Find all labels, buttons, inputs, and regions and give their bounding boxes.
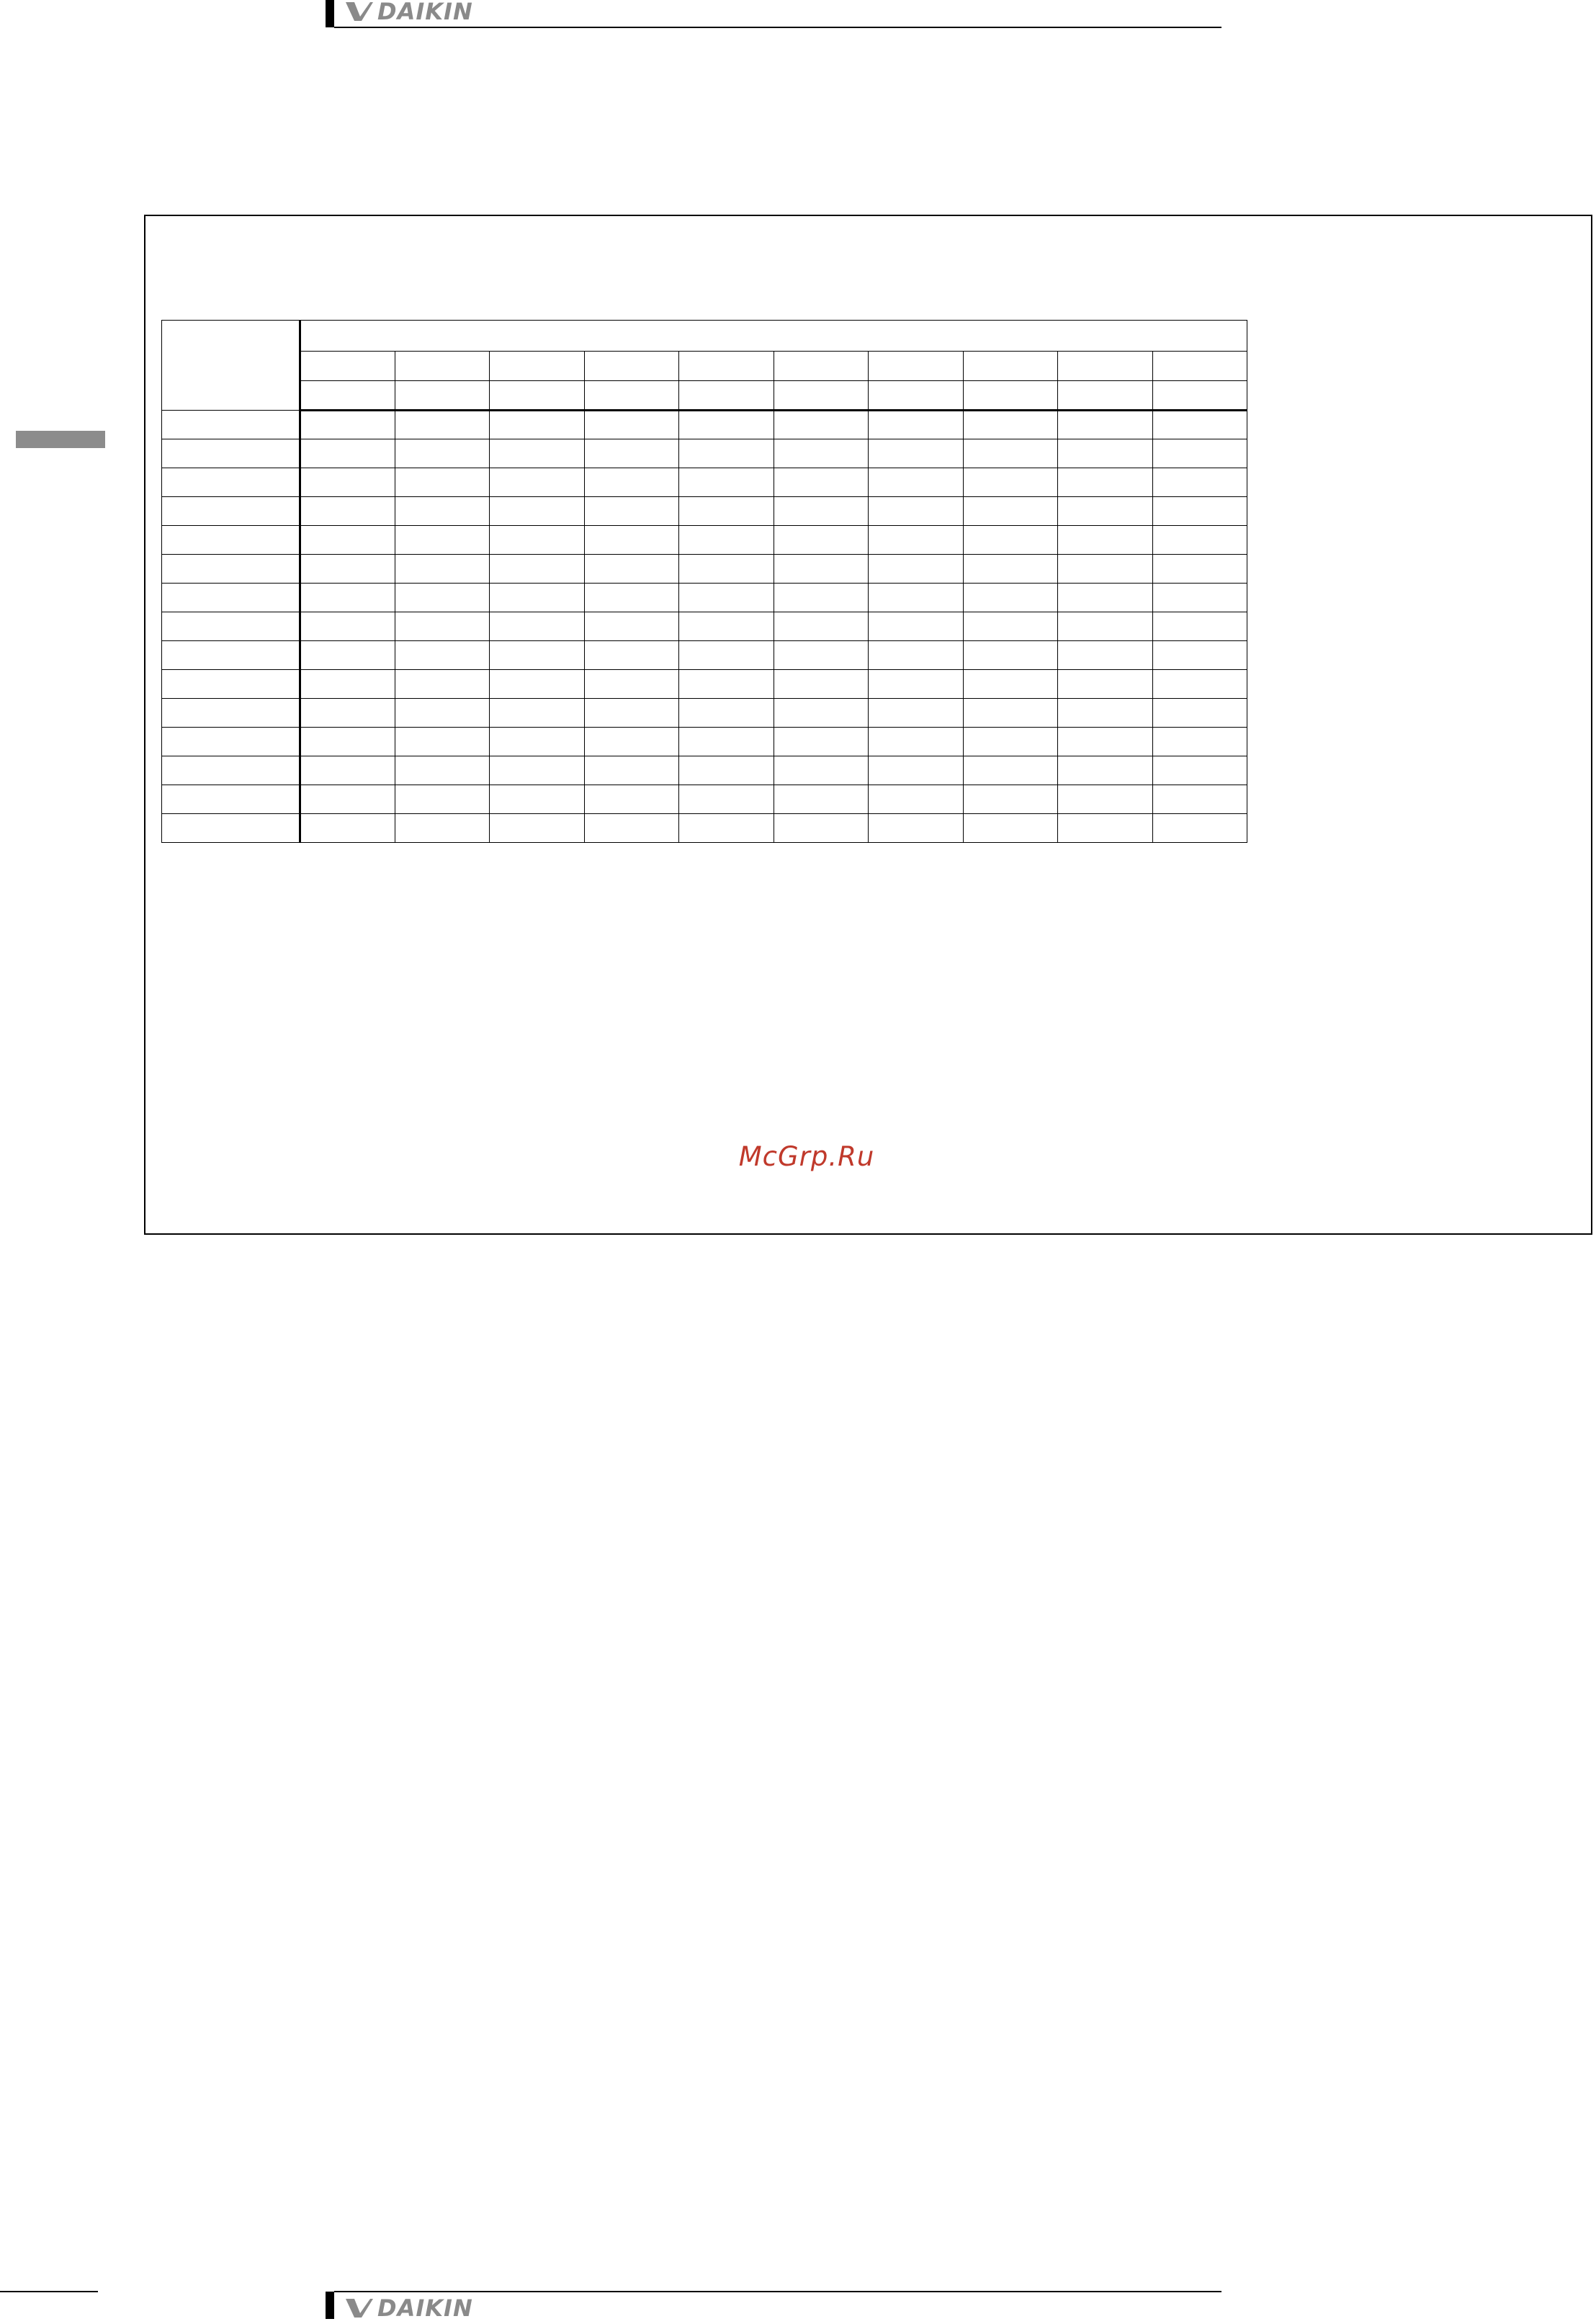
table-cell <box>1152 670 1247 699</box>
table-cell <box>584 699 679 728</box>
table-cell <box>774 756 869 785</box>
table-cell <box>679 439 774 468</box>
watermark-text: McGrp.Ru <box>738 1141 875 1172</box>
table-row-label-cell <box>162 785 300 814</box>
table-unit-cell <box>774 381 869 411</box>
table-cell <box>869 641 964 670</box>
table-cell <box>679 670 774 699</box>
table-row <box>162 612 1247 641</box>
table-cell <box>774 584 869 612</box>
table-cell <box>774 439 869 468</box>
table-cell <box>395 728 490 756</box>
table-row-label-cell <box>162 555 300 584</box>
table-cell <box>584 756 679 785</box>
table-cell <box>869 699 964 728</box>
table-cell <box>1058 728 1153 756</box>
table-cell <box>963 584 1058 612</box>
table-row-label-cell <box>162 497 300 526</box>
table-cell <box>1152 728 1247 756</box>
table-cell <box>963 699 1058 728</box>
table-cell <box>1058 411 1153 439</box>
table-cell <box>584 526 679 555</box>
table-row-label-cell <box>162 670 300 699</box>
table-cell <box>490 411 585 439</box>
table-cell <box>869 526 964 555</box>
table-cell <box>869 756 964 785</box>
table-cell <box>774 612 869 641</box>
table-cell <box>490 670 585 699</box>
table-cell <box>490 728 585 756</box>
table-unit-cell <box>869 381 964 411</box>
table-cell <box>584 670 679 699</box>
table-row <box>162 468 1247 497</box>
table-cell <box>1152 785 1247 814</box>
table-cell <box>300 612 395 641</box>
table-cell <box>869 411 964 439</box>
table-cell <box>300 756 395 785</box>
table-cell <box>869 555 964 584</box>
table-cell <box>1058 785 1153 814</box>
table-cell <box>774 699 869 728</box>
table-cell <box>1058 641 1153 670</box>
table-cell <box>963 814 1058 843</box>
table-cell <box>869 584 964 612</box>
table-cell <box>490 756 585 785</box>
table-cell <box>490 555 585 584</box>
table-cell <box>300 439 395 468</box>
table-cell <box>679 468 774 497</box>
table-unit-cell <box>1058 381 1153 411</box>
table-header-cell <box>584 352 679 381</box>
table-cell <box>490 612 585 641</box>
table-cell <box>584 468 679 497</box>
table-row <box>162 785 1247 814</box>
table-cell <box>300 785 395 814</box>
table-cell <box>1152 612 1247 641</box>
table-row <box>162 728 1247 756</box>
table-cell <box>1058 468 1153 497</box>
table-cell <box>395 468 490 497</box>
footer-accent-bar <box>326 2292 334 2319</box>
table-row <box>162 699 1247 728</box>
table-cell <box>1058 439 1153 468</box>
table-group-header-cell <box>300 321 1247 352</box>
table-cell <box>395 641 490 670</box>
table-cell <box>679 699 774 728</box>
table-unit-cell <box>1152 381 1247 411</box>
table-cell <box>1152 468 1247 497</box>
table-cell <box>1058 814 1153 843</box>
table-cell <box>1058 699 1153 728</box>
table-cell <box>490 785 585 814</box>
table-row <box>162 411 1247 439</box>
daikin-logo-icon <box>344 2297 373 2319</box>
table-row-label-cell <box>162 439 300 468</box>
table-row-label-cell <box>162 756 300 785</box>
table-cell <box>584 612 679 641</box>
table-cell <box>584 497 679 526</box>
table-cell <box>1152 439 1247 468</box>
daikin-logo-icon <box>344 1 373 22</box>
table-cell <box>963 756 1058 785</box>
table-cell <box>395 699 490 728</box>
table-cell <box>490 526 585 555</box>
table-cell <box>300 526 395 555</box>
table-corner-cell <box>162 321 300 411</box>
table-cell <box>1058 584 1153 612</box>
table-row <box>162 497 1247 526</box>
table-cell <box>774 497 869 526</box>
table-cell <box>395 526 490 555</box>
table-header-cell <box>1058 352 1153 381</box>
table-cell <box>963 728 1058 756</box>
table-cell <box>869 814 964 843</box>
chapter-tab-marker <box>16 431 105 448</box>
table-cell <box>395 439 490 468</box>
table-cell <box>679 612 774 641</box>
table-cell <box>300 814 395 843</box>
table-cell <box>490 641 585 670</box>
table-cell <box>490 814 585 843</box>
table-row <box>162 756 1247 785</box>
table-cell <box>395 785 490 814</box>
table-cell <box>395 555 490 584</box>
table-header-cell <box>869 352 964 381</box>
table-unit-cell <box>679 381 774 411</box>
table-cell <box>300 670 395 699</box>
table-cell <box>395 814 490 843</box>
table-unit-cell <box>584 381 679 411</box>
table-cell <box>963 670 1058 699</box>
table-cell <box>395 670 490 699</box>
table-cell <box>1058 756 1153 785</box>
table-cell <box>584 439 679 468</box>
table-cell <box>869 439 964 468</box>
table-cell <box>774 411 869 439</box>
table-cell <box>869 670 964 699</box>
table-row <box>162 814 1247 843</box>
table-cell <box>584 411 679 439</box>
table-row <box>162 641 1247 670</box>
table-cell <box>963 468 1058 497</box>
table-cell <box>774 785 869 814</box>
table-header-row <box>162 352 1247 381</box>
table-cell <box>584 814 679 843</box>
table-row <box>162 584 1247 612</box>
table-cell <box>395 584 490 612</box>
header-rule <box>334 27 1221 28</box>
table-cell <box>395 612 490 641</box>
table-cell <box>963 411 1058 439</box>
table-cell <box>963 526 1058 555</box>
table-cell <box>774 555 869 584</box>
table-row-label-cell <box>162 526 300 555</box>
table-cell <box>490 497 585 526</box>
table-header-cell <box>774 352 869 381</box>
table-header-cell <box>490 352 585 381</box>
table-cell <box>774 526 869 555</box>
footer-rule <box>334 2291 1221 2292</box>
table-unit-cell <box>395 381 490 411</box>
table-cell <box>679 526 774 555</box>
table-cell <box>395 411 490 439</box>
table-cell <box>490 699 585 728</box>
table-cell <box>1152 814 1247 843</box>
table-row-label-cell <box>162 814 300 843</box>
table-cell <box>963 439 1058 468</box>
table-cell <box>679 555 774 584</box>
table-unit-cell <box>300 381 395 411</box>
table-cell <box>395 756 490 785</box>
header-brand-logo <box>344 0 473 24</box>
table-cell <box>584 555 679 584</box>
table-header-cell <box>395 352 490 381</box>
table-cell <box>679 497 774 526</box>
capacity-table <box>161 320 1247 843</box>
table-unit-cell <box>490 381 585 411</box>
table-cell <box>869 785 964 814</box>
table-cell <box>300 728 395 756</box>
footer-brand-logo <box>344 2295 473 2321</box>
table-cell <box>774 468 869 497</box>
table-cell <box>584 785 679 814</box>
table-cell <box>774 641 869 670</box>
header-accent-bar <box>326 0 334 27</box>
table-cell <box>1058 555 1153 584</box>
table-cell <box>300 411 395 439</box>
table-cell <box>869 612 964 641</box>
table-row-label-cell <box>162 612 300 641</box>
table-cell <box>774 670 869 699</box>
table-cell <box>869 468 964 497</box>
table-cell <box>1152 756 1247 785</box>
footer-brand-text: DAIKIN <box>377 2294 473 2322</box>
table-row-label-cell <box>162 584 300 612</box>
table-row <box>162 439 1247 468</box>
table-header-cell <box>679 352 774 381</box>
table-cell <box>774 814 869 843</box>
table-cell <box>869 497 964 526</box>
table-header-cell <box>300 352 395 381</box>
table-cell <box>1058 526 1153 555</box>
table-unit-cell <box>963 381 1058 411</box>
table-cell <box>1152 526 1247 555</box>
table-row-label-cell <box>162 699 300 728</box>
table-cell <box>1152 411 1247 439</box>
table-row-label-cell <box>162 468 300 497</box>
table-cell <box>963 612 1058 641</box>
table-cell <box>963 497 1058 526</box>
table-cell <box>679 728 774 756</box>
table-cell <box>490 439 585 468</box>
header-brand-text: DAIKIN <box>377 0 473 25</box>
table-header-row <box>162 381 1247 411</box>
table-row-label-cell <box>162 728 300 756</box>
table-cell <box>300 555 395 584</box>
table-cell <box>679 584 774 612</box>
table-cell <box>679 641 774 670</box>
table-cell <box>395 497 490 526</box>
table-cell <box>300 497 395 526</box>
table-header-row <box>162 321 1247 352</box>
table-cell <box>679 785 774 814</box>
table-cell <box>1058 670 1153 699</box>
table-row-label-cell <box>162 641 300 670</box>
table-header-cell <box>1152 352 1247 381</box>
table-row <box>162 670 1247 699</box>
table-cell <box>963 641 1058 670</box>
table-cell <box>869 728 964 756</box>
table-cell <box>679 756 774 785</box>
table-row-label-cell <box>162 411 300 439</box>
table-cell <box>490 468 585 497</box>
table-cell <box>679 411 774 439</box>
table-cell <box>963 785 1058 814</box>
table-cell <box>584 728 679 756</box>
table-cell <box>1152 497 1247 526</box>
footer-left-rule <box>0 2291 98 2292</box>
table-cell <box>679 814 774 843</box>
table-cell <box>584 641 679 670</box>
table-cell <box>1058 497 1153 526</box>
table-cell <box>774 728 869 756</box>
table-header-cell <box>963 352 1058 381</box>
table-row <box>162 555 1247 584</box>
table-cell <box>300 468 395 497</box>
table-cell <box>300 584 395 612</box>
table-cell <box>584 584 679 612</box>
table-cell <box>1152 641 1247 670</box>
table-cell <box>1058 612 1153 641</box>
table-cell <box>1152 555 1247 584</box>
table-cell <box>490 584 585 612</box>
table-cell <box>963 555 1058 584</box>
table-cell <box>1152 584 1247 612</box>
table-cell <box>300 641 395 670</box>
table-cell <box>1152 699 1247 728</box>
table-cell <box>300 699 395 728</box>
table-row <box>162 526 1247 555</box>
